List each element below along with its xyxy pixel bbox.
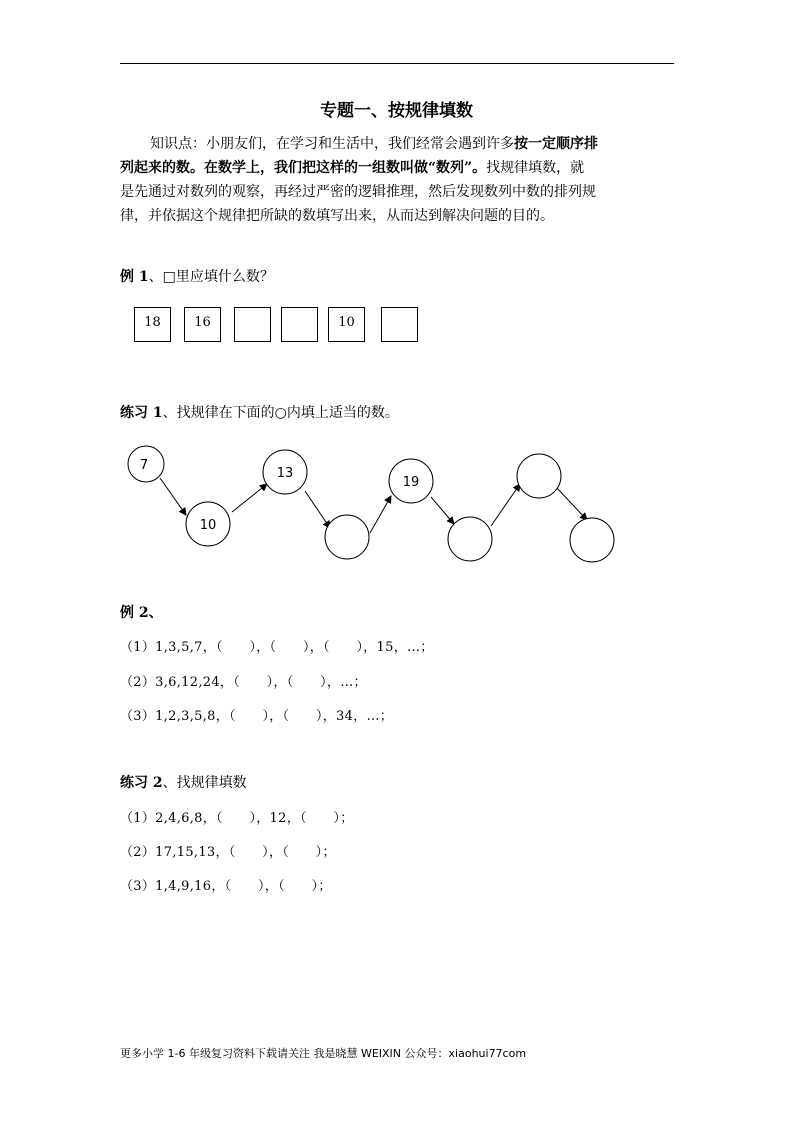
circle-label: 10: [199, 518, 217, 533]
intro-line-1: 知识点：小朋友们，在学习和生活中，我们经常会遇到许多按一定顺序排: [150, 136, 598, 152]
example-1-heading: 例 1、□里应填什么数？: [120, 269, 274, 285]
blank-circle[interactable]: [448, 517, 492, 561]
footer-note: 更多小学 1-6 年级复习资料下载请关注 我是晓慧 WEIXIN 公众号：xiaohui77com: [120, 1047, 527, 1060]
blank-circle[interactable]: [570, 518, 614, 562]
arrow-line: [305, 491, 330, 528]
blank-circle[interactable]: [325, 515, 369, 559]
sequence-item: （3）1,2,3,5,8，（ ），（ ），34，…；: [120, 709, 394, 724]
circle-label: 13: [276, 466, 294, 481]
intro-line-4: 律，并依据这个规律把所缺的数填写出来，从而达到解决问题的目的。: [120, 208, 554, 224]
practice-1-heading: 练习 1、找规律在下面的○内填上适当的数。: [120, 405, 399, 421]
arrow-line: [232, 484, 267, 512]
sequence-item: （2）3,6,12,24，（ ），（ ），…；: [120, 675, 367, 690]
sequence-item: （3）1,4,9,16，（ ），（ ）；: [120, 879, 332, 894]
number-box: 16: [184, 307, 221, 342]
intro-line-3: 是先通过对数列的观察，再经过严密的逻辑推理，然后发现数列中数的排列规: [120, 184, 596, 200]
circle-label: 7: [139, 458, 149, 473]
number-box: 10: [328, 307, 365, 342]
circle-label: 19: [402, 475, 420, 490]
arrow-line: [431, 497, 454, 524]
arrow-line: [491, 484, 520, 526]
example-2-heading: 例 2、: [120, 605, 163, 621]
sequence-item: （2）17,15,13，（ ），（ ）；: [120, 845, 336, 860]
number-box: 18: [134, 307, 171, 342]
arrow-line: [370, 496, 391, 533]
arrow-line: [556, 487, 587, 520]
sequence-item: （1）2,4,6,8，（ ），12，（ ）；: [120, 811, 354, 826]
arrow-line: [160, 478, 186, 515]
sequence-item: （1）1,3,5,7，（ ），（ ），（ ），15，…；: [120, 640, 434, 655]
page-title: 专题一、按规律填数: [320, 101, 473, 121]
blank-circle[interactable]: [517, 454, 561, 498]
practice-2-heading: 练习 2、找规律填数: [120, 775, 247, 791]
intro-line-2: 列起来的数。在数学上，我们把这样的一组数叫做“数列”。找规律填数，就: [120, 160, 585, 176]
